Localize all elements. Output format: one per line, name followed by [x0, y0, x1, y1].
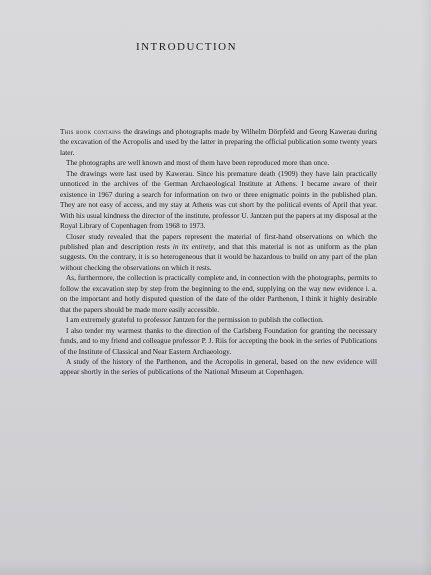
page-edge-shadow — [421, 0, 431, 575]
paragraph-4-before: Closer study revealed that the papers represent the material of first-hand observations on which the published plan and description rests — [60, 231, 377, 251]
introduction-body — [60, 127, 377, 378]
paragraph-1-lead: This book contains — [60, 127, 122, 136]
paragraph-1 — [60, 127, 377, 158]
paragraph-4 — [60, 232, 377, 274]
paragraph-6: I am extremely grateful to professor Jantzen for the permission to publish the collection. — [66, 315, 324, 325]
paragraph-5: As, furthermore, the collection is practically complete and, in connection with the photographs, permits to follow the excavation step by step from the beginning to the end, supplying on the way new evidence i. a. on the important and hotly disputed question of the date of the older Parthenon, I think it highly desirable that the papers should be made more easily accessible. — [60, 273, 377, 314]
paragraph-2: The photographs are well known and most of them have been reproduced more than once. — [66, 158, 330, 168]
paragraph-4-after: , and that this material is not as uniform as the plan suggests. On the contrary, it is so heterogeneous that it would be hazardous to build on any part of the plan without checking the observations on which it rests. — [60, 241, 377, 272]
paragraph-3: The drawings were last used by Kawerau. Since his premature death (1909) they have lain practically unnoticed in the archives of the German Archaeological Institute at Athens. I became aware of their existence in 1967 during a search for information on two or three enigmatic points in the published plan. They are not easy of access, and my stay at Athens was cut short by the political events of April that year. With his usual kindness the director of the institute, professor U. Jantzen put the papers at my disposal at the Royal Library of Copenhagen from 1968 to 1973. — [60, 168, 377, 231]
paragraph-8: A study of the history of the Parthenon, and the Acropolis in general, based on the new evidence will appear shortly in the series of publications of the National Museum at Copenhagen. — [60, 356, 377, 377]
page-title: INTRODUCTION — [135, 41, 238, 53]
page-bottom-shadow — [0, 561, 431, 575]
paragraph-4-emphasis: in its entirety — [172, 241, 214, 251]
paragraph-1-text: the drawings and photographs made by Wilhelm Dörpfeld and Georg Kawerau during the excavation of the Acropolis and used by the latter in preparing the official publication some twenty years later. — [60, 127, 377, 157]
paragraph-7: I also tender my warmest thanks to the direction of the Carlsberg Foundation for granting the necessary funds, and to my friend and colleague professor P. J. Riis for accepting the book in the series of Publications of the Institute of Classical and Near Eastern Archaeology. — [60, 325, 377, 356]
